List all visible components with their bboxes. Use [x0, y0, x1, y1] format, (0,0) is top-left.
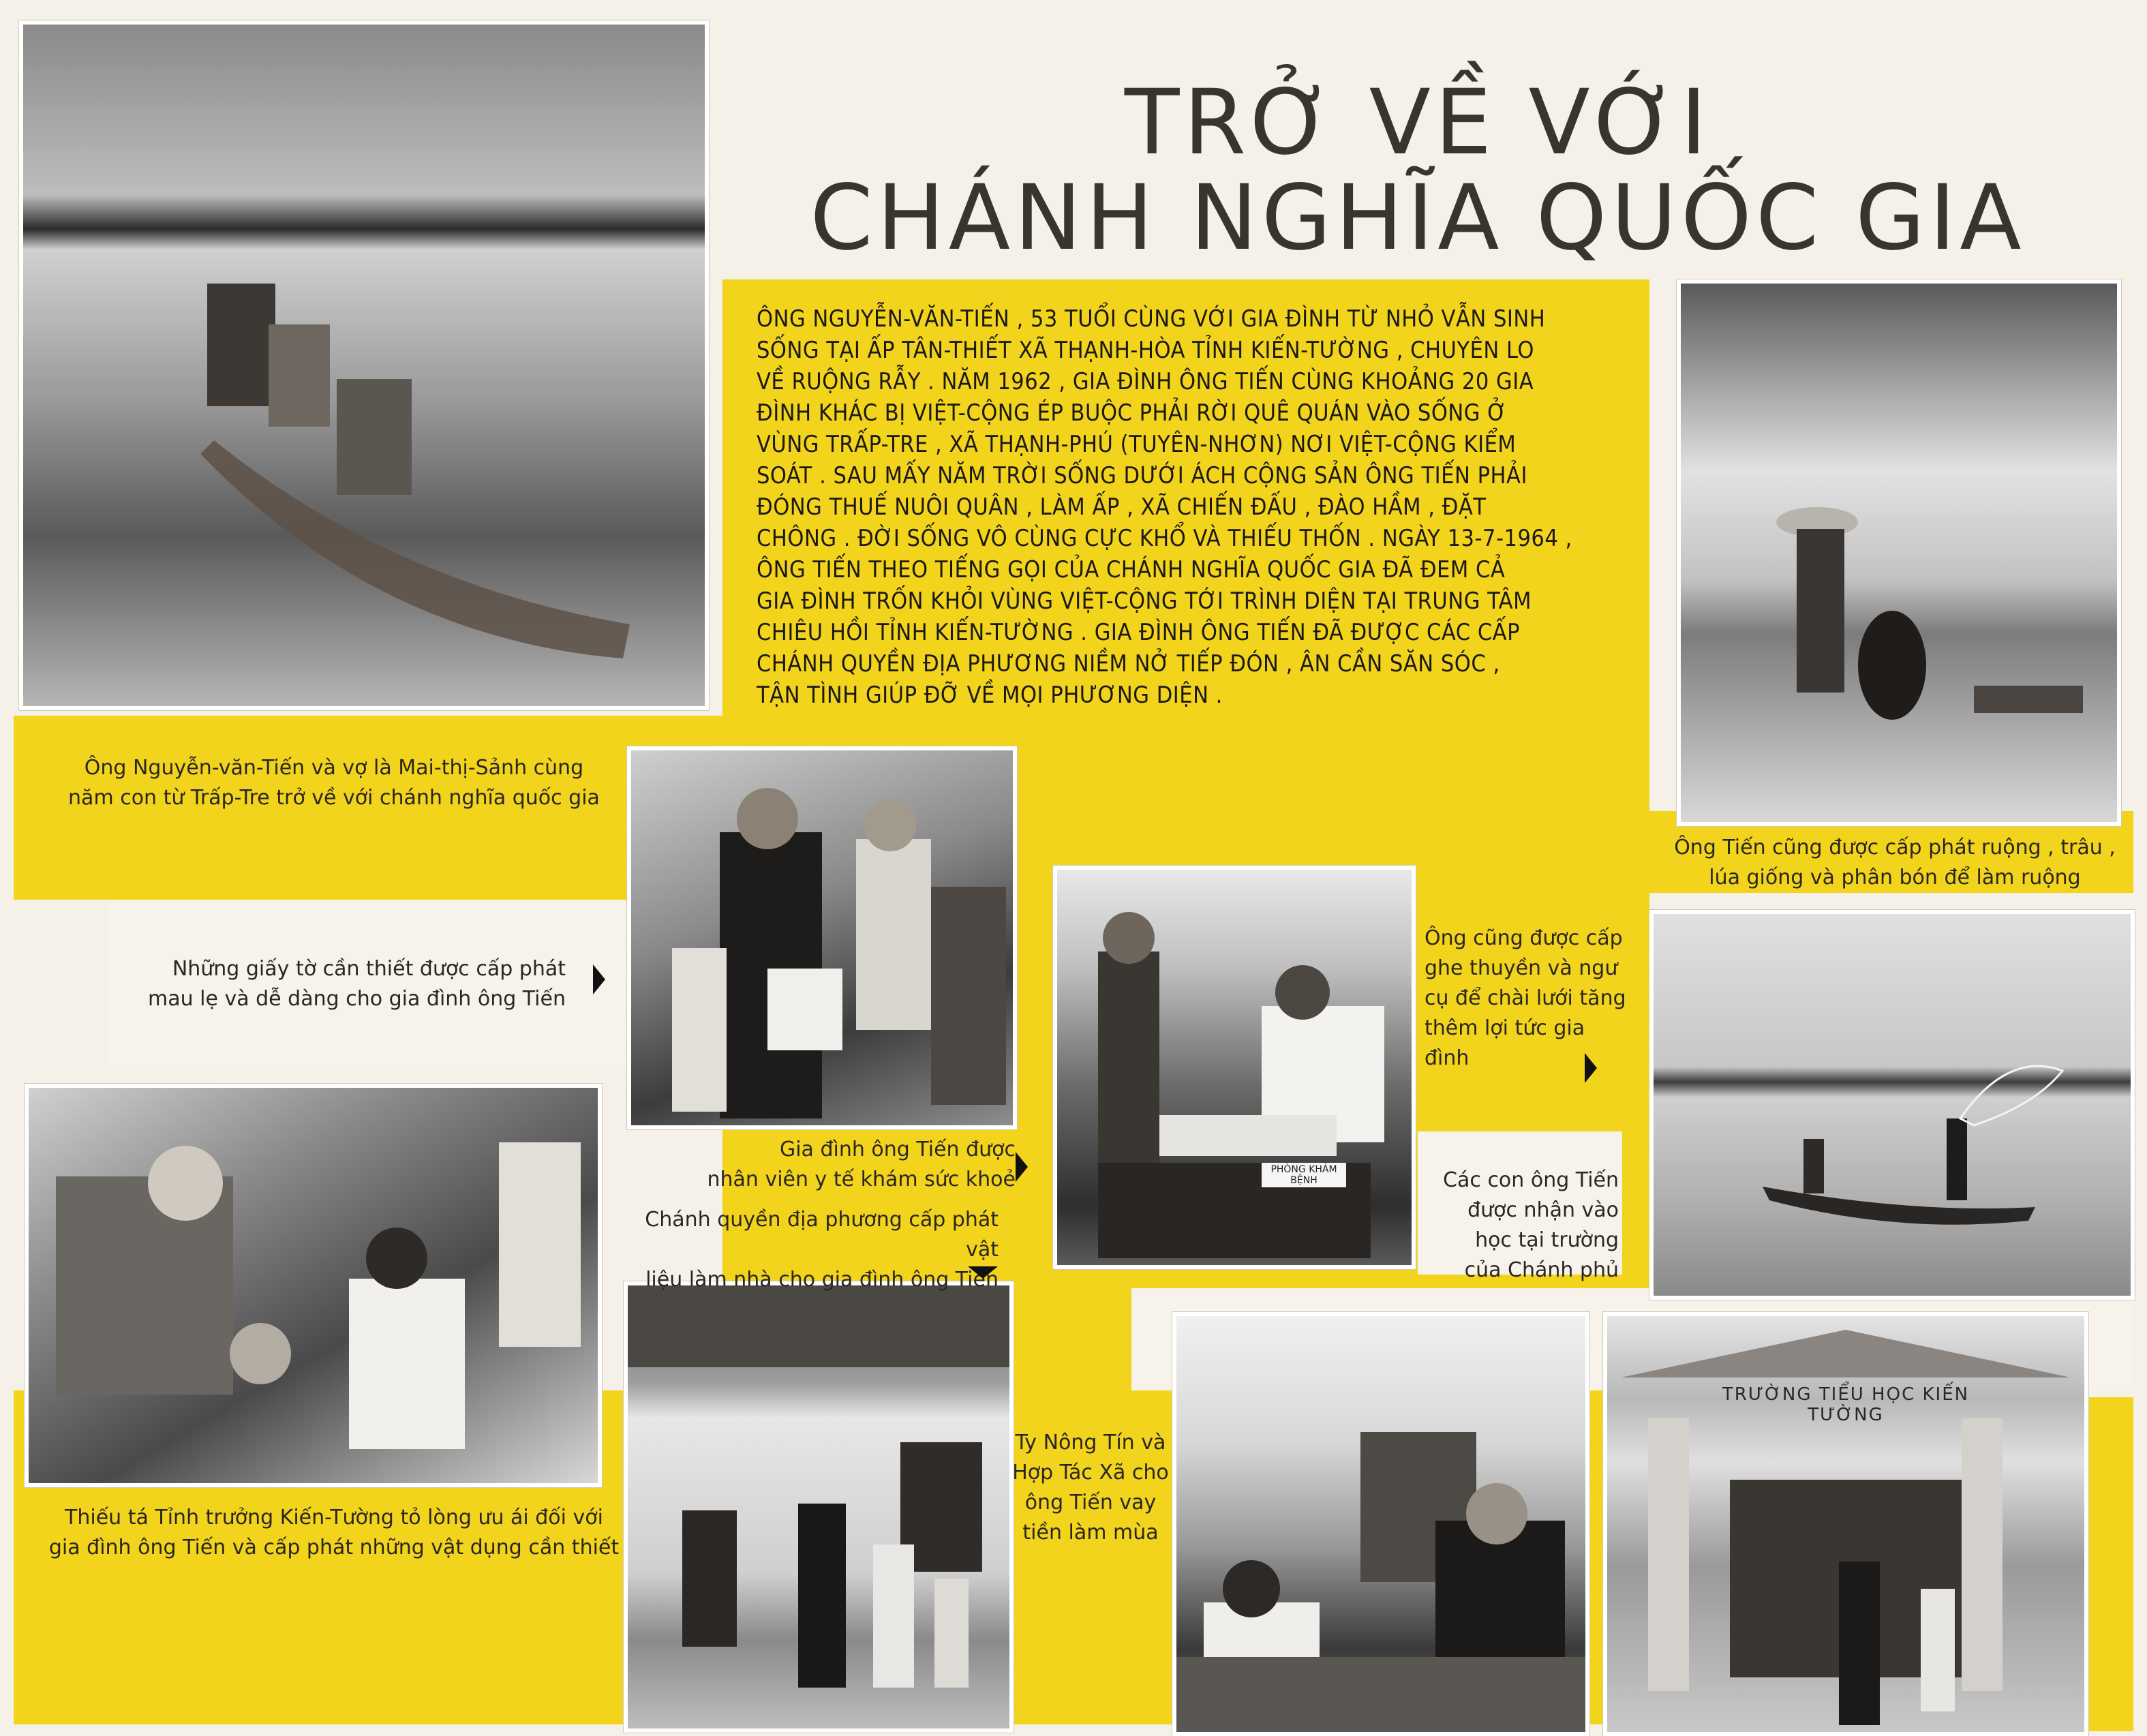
caption-boat-return: Ông Nguyễn-văn-Tiến và vợ là Mai-thị-Sảnh cùng năm con từ Trấp-Tre trở về với chánh nghĩa quốc gia [68, 756, 600, 810]
story-text: ÔNG NGUYỄN-VĂN-TIẾN , 53 TUỔI CÙNG VỚI GIA ĐÌNH TỪ NHỎ VẪN SINH SỐNG TẠI ẤP TÂN-THIẾT XÃ THẠNH-HÒA TỈNH KIẾN-TƯỜNG , CHUYÊN LO VỀ RUỘNG RẪY . NĂM 1962 , GIA ĐÌNH ÔNG TIẾN CÙNG KHOẢNG 20 GIA ĐÌNH KHÁC BỊ VIỆT-CỘNG ÉP BUỘC PHẢI RỜI QUÊ QUÁN VÀO SỐNG Ở VÙNG TRẤP-TRE , XÃ THẠNH-PHÚ (TUYÊN-NHƠN) NƠI VIỆT-CỘNG KIỂM SOÁT . SAU MẤY NĂM TRỜI SỐNG DƯỚI ÁCH CỘNG SẢN ÔNG TIẾN PHẢI ĐÓNG THUẾ NUÔI QUÂN , LÀM ẤP , XÃ CHIẾN ĐẤU , ĐÀO HẦM , ĐẶT CHÔNG . ĐỜI SỐNG VÔ CÙNG CỰC KHỔ VÀ THIẾU THỐN . NGÀY 13-7-1964 , ÔNG TIẾN THEO TIẾNG GỌI CỦA CHÁNH NGHĨA QUỐC GIA ĐÃ ĐEM CẢ GIA ĐÌNH TRỐN KHỎI VÙNG VIỆT-CỘNG TỚI TRÌNH DIỆN TẠI TRUNG TÂM CHIÊU HỒI TỈNH KIẾN-TƯỜNG . GIA ĐÌNH ÔNG TIẾN ĐÃ ĐƯỢC CÁC CẤP CHÁNH QUYỀN ĐỊA PHƯƠNG NIỀM NỞ TIẾP ĐÓN , ÂN CẦN SĂN SÓC , TẬN TÌNH GIÚP ĐỠ VỀ MỌI PHƯƠNG DIỆN . [757, 305, 1572, 709]
arrow-down-icon [968, 1266, 998, 1279]
caption-health: Gia đình ông Tiến được nhân viên y tế khám sức khoẻ [707, 1138, 1016, 1191]
photo-rice-field-buffalo [1677, 279, 2121, 826]
arrow-right-icon [1585, 1053, 1597, 1083]
caption-governor: Thiếu tá Tỉnh trưởng Kiến-Tường tỏ lòng ưu ái đối với gia đình ông Tiến và cấp phát những vật dụng cần thiết [48, 1506, 620, 1559]
caption-papers: Những giấy tờ cần thiết được cấp phát mau lẹ và dễ dàng cho gia đình ông Tiến [147, 957, 566, 1011]
photo-governor-gifts [25, 1084, 602, 1487]
photo-house-materials [624, 1281, 1014, 1733]
caption-rice-field: Ông Tiến cũng được cấp phát ruộng , trâu , lúa giống và phân bón để làm ruộng [1674, 836, 2116, 889]
clinic-sign: PHÒNG KHÁM BỆNH [1262, 1163, 1346, 1187]
arrow-right-icon [1016, 1152, 1028, 1182]
caption-school: Các con ông Tiến được nhận vào học tại trường của Chánh phủ [1443, 1168, 1619, 1282]
photo-papers-family [627, 746, 1017, 1129]
caption-loan: Ty Nông Tín và Hợp Tác Xã cho ông Tiến vay tiền làm mùa [1012, 1431, 1169, 1544]
poster-title-line1: TRỞ VỀ VỚI [1124, 70, 1711, 175]
photo-family-boat [19, 20, 709, 710]
poster-title-line2: CHÁNH NGHĨA QUỐC GIA [810, 166, 2026, 271]
school-sign: TRƯỜNG TIỂU HỌC KIẾN TƯỜNG [1722, 1384, 1970, 1425]
photo-credit-office [1172, 1312, 1589, 1736]
photo-health-check [1053, 866, 1416, 1269]
caption-materials: Chánh quyền địa phương cấp phát vật liệu làm nhà cho gia đình ông Tiến [645, 1208, 999, 1292]
photo-fishing-boat [1649, 910, 2135, 1300]
caption-fishing: Ông cũng được cấp ghe thuyền và ngư cụ để chài lưới tăng thêm lợi tức gia đình [1425, 926, 1626, 1070]
photo-school [1603, 1312, 2088, 1736]
arrow-right-icon [593, 964, 605, 994]
